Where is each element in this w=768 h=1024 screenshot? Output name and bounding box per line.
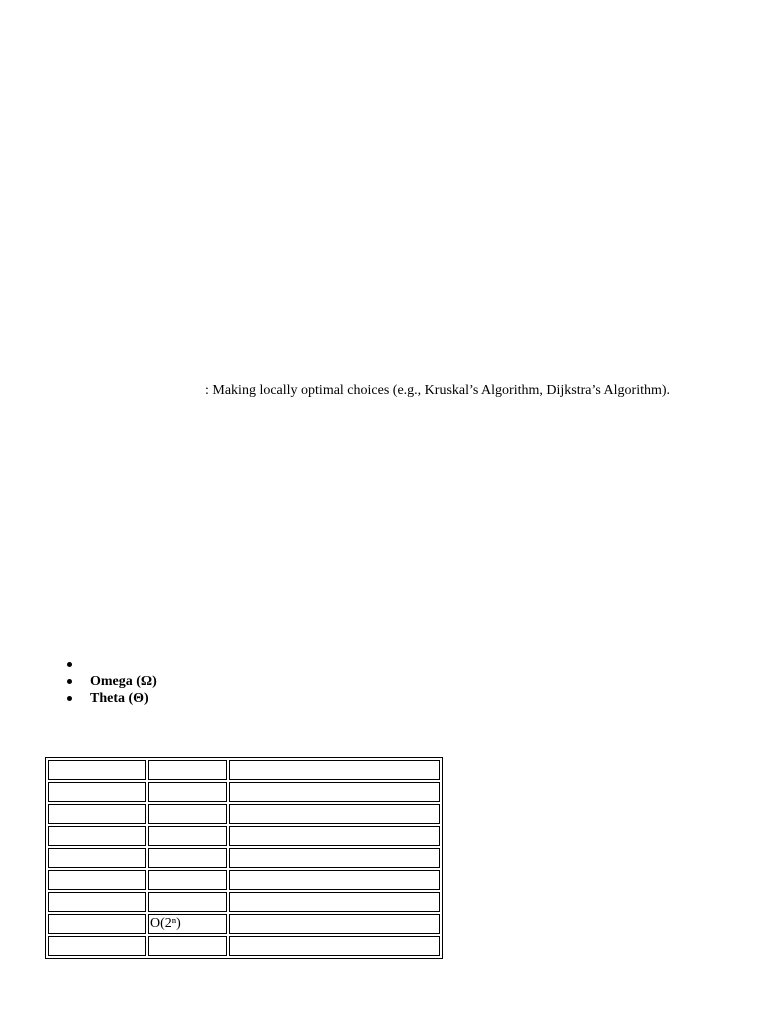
table-row <box>48 848 440 868</box>
table-row <box>48 826 440 846</box>
notation-term: Theta (Θ) <box>90 691 149 706</box>
table-cell <box>229 782 440 802</box>
list-item <box>0 690 157 707</box>
table-cell <box>48 782 146 802</box>
table-row <box>48 804 440 824</box>
table-cell <box>48 914 146 934</box>
table-cell <box>48 848 146 868</box>
table-row <box>48 914 440 934</box>
table-cell <box>148 936 227 956</box>
asymptotic-notation-list <box>0 656 157 707</box>
table-cell <box>148 782 227 802</box>
table-cell <box>229 936 440 956</box>
table-cell <box>148 870 227 890</box>
table-cell <box>148 848 227 868</box>
list-item <box>0 656 157 673</box>
greedy-definition-text: : Making locally optimal choices (e.g., Kruskal’s Algorithm, Dijkstra’s Algorithm). <box>205 383 671 398</box>
table-row <box>48 936 440 956</box>
complexity-table <box>45 757 443 959</box>
table-row <box>48 870 440 890</box>
table-row <box>48 892 440 912</box>
bullet-icon <box>67 662 72 667</box>
table-cell <box>229 914 440 934</box>
bullet-icon <box>67 679 72 684</box>
table-cell <box>148 804 227 824</box>
table-cell: O(2ⁿ) <box>148 914 227 934</box>
table-cell <box>229 826 440 846</box>
table-cell <box>229 892 440 912</box>
table-cell <box>48 892 146 912</box>
table-cell <box>48 760 146 780</box>
table-cell <box>229 760 440 780</box>
table-cell <box>148 892 227 912</box>
notation-term: Omega (Ω) <box>90 674 157 689</box>
table-cell <box>48 936 146 956</box>
table-cell <box>148 760 227 780</box>
table-cell <box>148 826 227 846</box>
table-row <box>48 782 440 802</box>
table-cell <box>48 804 146 824</box>
table-cell <box>48 870 146 890</box>
bullet-icon <box>67 696 72 701</box>
list-item <box>0 673 157 690</box>
table-cell <box>229 870 440 890</box>
table-cell <box>48 826 146 846</box>
table-row <box>48 760 440 780</box>
table-cell <box>229 804 440 824</box>
table-cell <box>229 848 440 868</box>
